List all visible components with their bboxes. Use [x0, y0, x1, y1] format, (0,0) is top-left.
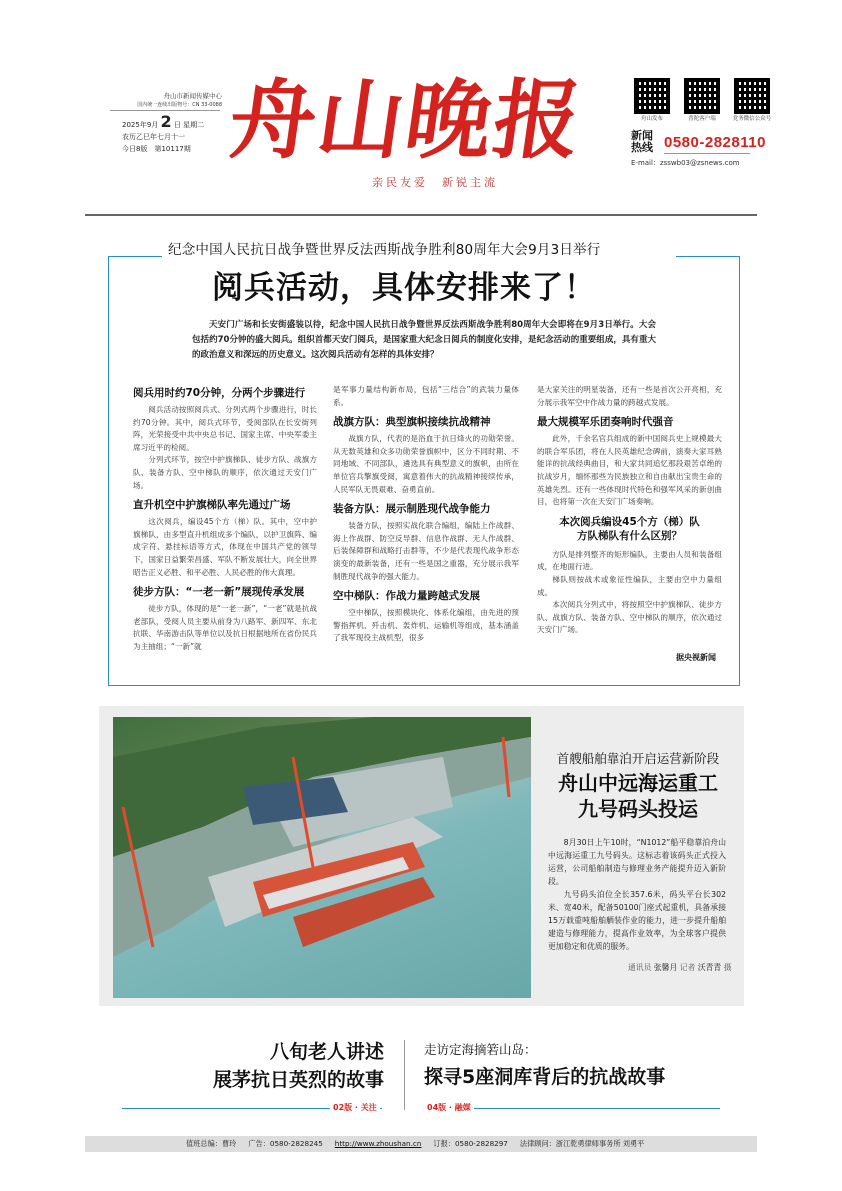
credit-role-2: 记者: [679, 963, 696, 972]
column-subhead: 本次阅兵编设45个方（梯）队: [559, 515, 700, 528]
teaser-right-page[interactable]: 04版 · 融媒: [424, 1102, 474, 1113]
issue-number: 今日8版 第10117期: [122, 145, 191, 153]
lead-intro: 天安门广场和长安街盛装以待，纪念中国人民抗日战争暨世界反法西斯战争胜利80周年大会即将在9月3日举行。大会包括约70分钟的盛大阅兵。组织首都天安门阅兵，是国家重大纪念日阅兵的制度化安排，是纪念活动的重要组成，具有重大的政治意义和深远的历史意义。这次阅兵活动有怎样的具体安排？: [192, 320, 656, 360]
port-body: [548, 836, 726, 953]
teaser-divider: [404, 1040, 405, 1110]
hotline-label: [631, 130, 653, 154]
column-subhead: 空中梯队：作战力量跨越式发展: [333, 590, 480, 603]
hotline-label-2: 热线: [631, 141, 653, 154]
lead-headline: 阅兵活动，具体安排来了！: [212, 270, 596, 306]
credit-name-2: 沃青青: [697, 963, 722, 972]
teaser-left-page[interactable]: 02版 · 关注: [330, 1102, 380, 1113]
port-headline: [548, 770, 728, 822]
teaser-left[interactable]: [150, 1038, 384, 1094]
masthead-dateblock: [122, 112, 232, 155]
qr-code-wechat[interactable]: [730, 78, 774, 122]
date-month: 2025年9月: [122, 121, 159, 129]
lead-source: 据央视新闻: [676, 653, 716, 662]
footer-url[interactable]: http://www.zhoushan.cn: [334, 1139, 422, 1148]
qr-code-fabu[interactable]: [630, 78, 674, 122]
email[interactable]: E-mail：zsswb03@zsnews.com: [631, 159, 740, 167]
qr-code-icon: [734, 78, 770, 114]
date-day: 2: [160, 112, 172, 131]
credit-name-1: 张馨月: [653, 963, 678, 972]
column-paragraph: 本次阅兵分列式中，将按照空中护旗梯队、徒步方队、战旗方队、装备方队、空中梯队的顺序，依次通过天安门广场。: [537, 600, 722, 635]
teaser-right-headline[interactable]: 探寻5座洞库背后的抗战故事: [424, 1066, 666, 1088]
slogan: 亲民友爱 新锐主流: [372, 176, 498, 189]
port-kicker: 首艘船舶靠泊开启运营新阶段: [556, 751, 720, 766]
column-paragraph: 是大家关注的明星装备，还有一些是首次公开亮相，充分展示我军空中作战力量的跨越式发展。: [537, 385, 722, 407]
shipyard-illustration: [113, 717, 531, 998]
column-subhead: 最大规模军乐团奏响时代强音: [537, 416, 674, 429]
port-headline-line2: 九号码头投运: [578, 797, 698, 821]
teaser-right-kicker: 走访定海摘箬山岛：: [424, 1042, 537, 1057]
lead-kicker: 纪念中国人民抗日战争暨世界反法西斯战争胜利80周年大会9月3日举行: [168, 242, 601, 258]
column-subhead: 装备方队：展示制胜现代战争能力: [333, 503, 491, 516]
date-weekday: 日 星期二: [173, 121, 205, 129]
port-paragraph-2: 九号码头泊位全长357.6米，码头平台长302米、宽40米，配备50100门座式起重机，具备承接15万载重吨船舶舾装作业的能力，进一步提升船舶建造与修理能力，提高作业效率，为全球客户提供更加稳定和优质的服务。: [548, 890, 726, 951]
hotline-number: 0580-2828110: [664, 134, 766, 151]
column-paragraph: 这次阅兵，编设45个方（梯）队。其中，空中护旗梯队，由多型直升机组成多个编队，以护卫旗阵、编成字符、悬挂标语等方式，体现在中国共产党的领导下，国家日益繁荣昌盛、军队不断发展壮大，向全世界昭告正义必胜、和平必胜、人民必胜的伟大真理。: [133, 517, 317, 577]
column-paragraph: 空中梯队，按照模块化、体系化编组，由先进的预警指挥机、歼击机、轰炸机、运输机等组成，基本涵盖了我军现役主战机型，很多: [333, 608, 519, 643]
column-subhead: 直升机空中护旗梯队率先通过广场: [133, 499, 291, 512]
teaser-left-line1: 八旬老人讲述: [269, 1041, 384, 1063]
qr-code-row: [630, 78, 774, 122]
qr-code-icon: [684, 78, 720, 114]
column-paragraph: 此外，千余名官兵组成的新中国阅兵史上规模最大的联合军乐团，将在人民英雄纪念碑前，演奏大家耳熟能详的抗战经典曲目，和大家共同追忆那段艰苦卓绝的抗战岁月，缅怀那些为民族独立和自由献出宝贵生命的英雄先烈。还有一些体现时代特色和强军风采的新创曲目，也将第一次在天安门广场奏响。: [537, 434, 722, 507]
credit-role-1: 通讯员: [628, 963, 652, 972]
date-lunar: 农历乙巳年七月十一: [122, 133, 185, 141]
footer-editor: 值班总编：曹玲: [186, 1139, 237, 1148]
cn-code: 国内统一连续出版物号：CN 33-0088: [137, 102, 222, 108]
hotline-rule: [664, 153, 750, 154]
column-subhead: 阅兵用时约70分钟，分两个步骤进行: [133, 387, 306, 399]
hotline-label-1: 新闻: [631, 129, 653, 142]
shipyard-photo: [113, 717, 531, 998]
footer-ad: 广告：0580-2828245: [248, 1139, 323, 1148]
lead-column-1: [133, 380, 317, 654]
port-credit: [628, 962, 732, 973]
credit-role-3: 摄: [723, 963, 732, 972]
column-paragraph: 战旗方队，代表的是浴血于抗日烽火的功勋荣誉。从无数英雄和众多功勋荣誉旗帜中，区分不同时期、不同地域、不同部队，遴选具有典型意义的旗帜，由所在单位官兵擎旗受阅，寓意着伟大的抗战精神接续传承，人民军队无畏艰难、奋勇直前。: [333, 434, 519, 494]
lead-column-3: [537, 384, 722, 637]
port-headline-line1: 舟山中远海运重工: [558, 771, 718, 795]
org-name: 舟山市新闻传媒中心: [163, 92, 222, 100]
qr-caption: 舟山发布: [640, 116, 663, 122]
column-paragraph: 是军事力量结构新布局，包括“三结合”的武装力量体系。: [333, 385, 519, 407]
qr-code-icon: [634, 78, 670, 114]
masthead-rule: [110, 110, 220, 111]
footer-legal: 法律顾问：浙江乾勇律师事务所 刘勇平: [519, 1139, 645, 1148]
footer-info: [186, 1139, 644, 1149]
footer-subscribe: 订报：0580-2828297: [433, 1139, 508, 1148]
column-subhead: 徒步方队：“一老一新”展现传承发展: [133, 586, 305, 599]
lead-column-2: [333, 384, 519, 645]
column-paragraph: 阅兵活动按照阅兵式、分列式两个步骤进行，时长约70分钟。其中，阅兵式环节，受阅部队在长安街列阵，光荣接受中共中央总书记、国家主席、中央军委主席习近平的检阅。: [133, 405, 317, 452]
column-paragraph: 分列式环节，按空中护旗梯队、徒步方队、战旗方队、装备方队、空中梯队的顺序，依次通过天安门广场。: [133, 455, 317, 490]
column-paragraph: 装备方队，按照实战化联合编组，编陆上作战群、海上作战群、防空反导群、信息作战群、无人作战群、后装保障群和战略打击群等，不少是代表现代战争形态演变的最新装备，还有一些是国之重器，充分展示我军制胜现代战争的强大能力。: [333, 521, 519, 581]
masthead-org: [122, 92, 222, 110]
column-paragraph: 方队是排列整齐的矩形编队，主要由人员和装备组成，在地面行进。: [537, 549, 722, 572]
newspaper-title: 舟山晚报: [222, 70, 590, 171]
column-paragraph: 梯队则按战术或象征性编队，主要由空中力量组成。: [537, 574, 722, 597]
column-subhead: 方队梯队有什么区别？: [577, 529, 682, 542]
qr-caption: 普陀客户端: [688, 116, 716, 122]
column-paragraph: 徒步方队，体现的是“一老一新”，“一老”就是抗战老部队，受阅人员主要从前身为八路军、新四军、东北抗联、华南游击队等单位以及抗日根据地所在省份民兵为主抽组；“一新”就: [133, 604, 317, 651]
masthead-divider: [85, 214, 757, 216]
column-subhead: 战旗方队：典型旗帜接续抗战精神: [333, 416, 491, 429]
teaser-left-line2: 展茅抗日英烈的故事: [212, 1069, 384, 1091]
qr-code-client[interactable]: [680, 78, 724, 122]
port-paragraph-1: 8月30日上午10时，“N1012”船平稳靠泊舟山中远海运重工九号码头。这标志着该码头正式投入运营，公司船舶制造与修理业务产能提升迈入新阶段。: [548, 838, 726, 886]
qr-caption: 党务微信公众号: [732, 116, 772, 122]
